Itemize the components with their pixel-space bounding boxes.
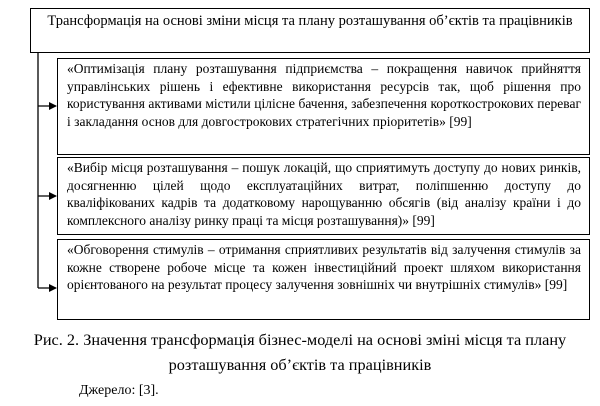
item-text: «Обговорення стимулів – отримання сприятливих результатів від залучення стимулів за кожне створене робоче місце та кожен інвестиційний проект шляхом використання орієнтованого на результат процесу залучення зовнішніх чи внутрішніх стимулів» [99] <box>67 242 581 293</box>
figure-caption: Рис. 2. Значення трансформація бізнес-моделі на основі зміні місця та плану розташування об’єктів та працівників <box>33 330 567 374</box>
item-box-optimization <box>57 58 590 155</box>
item-box-location-choice <box>57 157 590 235</box>
item-text: «Оптимізація плану розташування підприємства – покращення навичок прийняття управлінських рішень і ефективне використання ресурсів так, щоб рішення про користування активами містили цілісне бачення, забезпечення короткострокових переваг і закладання основ для довгострокових стратегічних пріоритетів» [99] <box>67 61 581 129</box>
item-box-incentives <box>57 239 590 320</box>
header-title: Трансформація на основі зміни місця та плану розташування об’єктів та працівників <box>47 13 573 29</box>
header-box <box>30 8 590 53</box>
source-note: Джерело: [3]. <box>79 383 159 398</box>
item-text: «Вибір місця розташування – пошук локацій, що сприятимуть доступу до нових ринків, досягненню цілей щодо експлуатаційних витрат, поліпшенню доступу до кваліфікованих кадрів та додатковому нарощуванню обсягів (від аналізу країни і до комплексного аналізу ринку праці та місця розташування)» [99] <box>67 160 581 228</box>
